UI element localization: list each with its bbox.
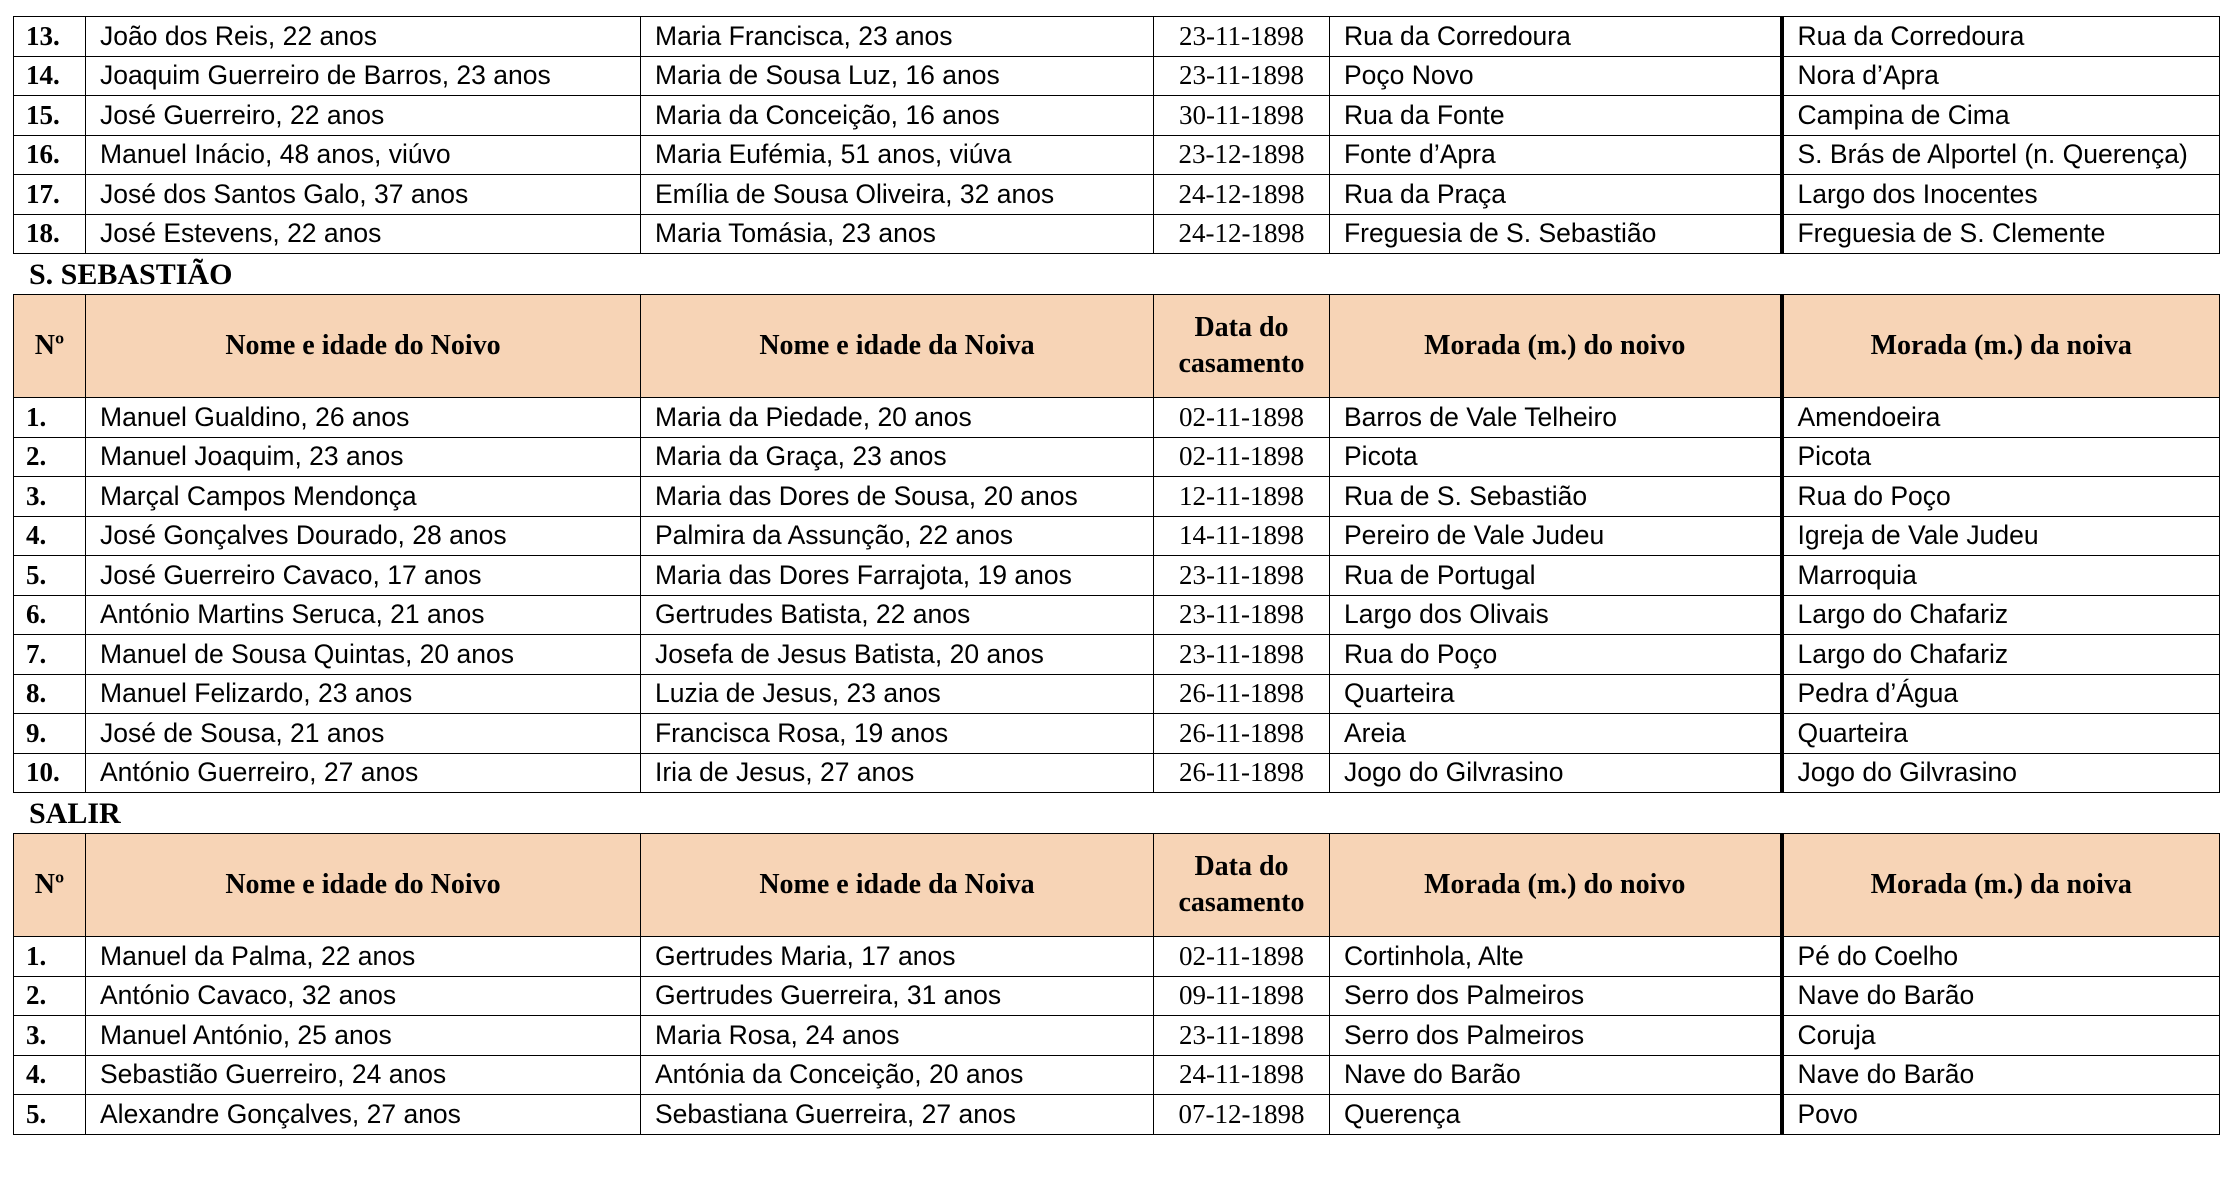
bride-name-age: Maria da Piedade, 20 anos xyxy=(641,398,1154,438)
groom-address: Serro dos Palmeiros xyxy=(1330,1016,1782,1056)
row-number: 3. xyxy=(14,1016,86,1056)
groom-address: Barros de Vale Telheiro xyxy=(1330,398,1782,438)
bride-address: Largo dos Inocentes xyxy=(1782,175,2220,215)
wedding-date: 07-12-1898 xyxy=(1154,1095,1330,1135)
header-bride-address: Morada (m.) da noiva xyxy=(1782,834,2220,937)
wedding-date: 02-11-1898 xyxy=(1154,437,1330,477)
groom-name-age: António Cavaco, 32 anos xyxy=(86,976,641,1016)
table-row xyxy=(14,753,2220,793)
table-row xyxy=(14,595,2220,635)
bride-address: Pé do Coelho xyxy=(1782,937,2220,977)
bride-name-age: Gertrudes Batista, 22 anos xyxy=(641,595,1154,635)
row-number: 9. xyxy=(14,714,86,754)
bride-name-age: Josefa de Jesus Batista, 20 anos xyxy=(641,635,1154,675)
row-number: 15. xyxy=(14,96,86,136)
bride-address: Igreja de Vale Judeu xyxy=(1782,516,2220,556)
groom-address: Nave do Barão xyxy=(1330,1055,1782,1095)
wedding-date: 26-11-1898 xyxy=(1154,674,1330,714)
table-body xyxy=(14,398,2220,793)
bride-name-age: Antónia da Conceição, 20 anos xyxy=(641,1055,1154,1095)
bride-name-age: Maria das Dores Farrajota, 19 anos xyxy=(641,556,1154,596)
wedding-date: 26-11-1898 xyxy=(1154,714,1330,754)
table-row xyxy=(14,175,2220,215)
row-number: 8. xyxy=(14,674,86,714)
groom-name-age: Manuel de Sousa Quintas, 20 anos xyxy=(86,635,641,675)
header-no: Nº xyxy=(14,834,86,937)
wedding-date: 23-11-1898 xyxy=(1154,1016,1330,1056)
table-row xyxy=(14,17,2220,57)
groom-name-age: Sebastião Guerreiro, 24 anos xyxy=(86,1055,641,1095)
bride-name-age: Palmira da Assunção, 22 anos xyxy=(641,516,1154,556)
bride-address: S. Brás de Alportel (n. Querença) xyxy=(1782,135,2220,175)
groom-address: Querença xyxy=(1330,1095,1782,1135)
table-body xyxy=(14,937,2220,1135)
groom-name-age: José Gonçalves Dourado, 28 anos xyxy=(86,516,641,556)
header-date xyxy=(1154,834,1330,937)
groom-name-age: Manuel António, 25 anos xyxy=(86,1016,641,1056)
bride-address: Largo do Chafariz xyxy=(1782,595,2220,635)
wedding-date: 24-11-1898 xyxy=(1154,1055,1330,1095)
groom-address: Rua de Portugal xyxy=(1330,556,1782,596)
bride-address: Amendoeira xyxy=(1782,398,2220,438)
row-number: 10. xyxy=(14,753,86,793)
wedding-date: 26-11-1898 xyxy=(1154,753,1330,793)
header-groom-address: Morada (m.) do noivo xyxy=(1330,834,1782,937)
wedding-date: 23-11-1898 xyxy=(1154,595,1330,635)
table-row xyxy=(14,976,2220,1016)
wedding-date: 09-11-1898 xyxy=(1154,976,1330,1016)
header-date xyxy=(1154,295,1330,398)
groom-name-age: José Estevens, 22 anos xyxy=(86,214,641,254)
wedding-date: 23-12-1898 xyxy=(1154,135,1330,175)
wedding-date: 12-11-1898 xyxy=(1154,477,1330,517)
groom-name-age: José Guerreiro Cavaco, 17 anos xyxy=(86,556,641,596)
bride-address: Nora d’Apra xyxy=(1782,56,2220,96)
header-groom-address: Morada (m.) do noivo xyxy=(1330,295,1782,398)
wedding-date: 02-11-1898 xyxy=(1154,398,1330,438)
bride-address: Rua do Poço xyxy=(1782,477,2220,517)
groom-address: Poço Novo xyxy=(1330,56,1782,96)
groom-name-age: Joaquim Guerreiro de Barros, 23 anos xyxy=(86,56,641,96)
table-row xyxy=(14,516,2220,556)
table-row xyxy=(14,96,2220,136)
bride-name-age: Maria da Graça, 23 anos xyxy=(641,437,1154,477)
table-row xyxy=(14,398,2220,438)
table-row xyxy=(14,1055,2220,1095)
row-number: 5. xyxy=(14,1095,86,1135)
table-row xyxy=(14,556,2220,596)
groom-address: Rua da Corredoura xyxy=(1330,17,1782,57)
groom-name-age: Manuel Inácio, 48 anos, viúvo xyxy=(86,135,641,175)
header-groom: Nome e idade do Noivo xyxy=(86,834,641,937)
bride-address: Nave do Barão xyxy=(1782,1055,2220,1095)
table-row xyxy=(14,437,2220,477)
table-row xyxy=(14,135,2220,175)
groom-address: Quarteira xyxy=(1330,674,1782,714)
header-no: Nº xyxy=(14,295,86,398)
groom-name-age: João dos Reis, 22 anos xyxy=(86,17,641,57)
bride-name-age: Gertrudes Maria, 17 anos xyxy=(641,937,1154,977)
table-row xyxy=(14,635,2220,675)
header-date-line2: casamento xyxy=(1178,348,1305,379)
table-body xyxy=(14,17,2220,254)
groom-address: Rua de S. Sebastião xyxy=(1330,477,1782,517)
groom-address: Rua da Fonte xyxy=(1330,96,1782,136)
header-date-line1: Data do xyxy=(1194,851,1289,882)
bride-address: Picota xyxy=(1782,437,2220,477)
groom-name-age: António Guerreiro, 27 anos xyxy=(86,753,641,793)
bride-name-age: Maria Eufémia, 51 anos, viúva xyxy=(641,135,1154,175)
row-number: 16. xyxy=(14,135,86,175)
row-number: 2. xyxy=(14,437,86,477)
groom-address: Serro dos Palmeiros xyxy=(1330,976,1782,1016)
groom-address: Largo dos Olivais xyxy=(1330,595,1782,635)
bride-name-age: Luzia de Jesus, 23 anos xyxy=(641,674,1154,714)
table-row xyxy=(14,1016,2220,1056)
wedding-date: 24-12-1898 xyxy=(1154,214,1330,254)
table-row xyxy=(14,477,2220,517)
table-row xyxy=(14,214,2220,254)
bride-address: Freguesia de S. Clemente xyxy=(1782,214,2220,254)
bride-address: Marroquia xyxy=(1782,556,2220,596)
bride-name-age: Maria Tomásia, 23 anos xyxy=(641,214,1154,254)
section-title-sebastiao: S. SEBASTIÃO xyxy=(29,258,233,291)
groom-name-age: Alexandre Gonçalves, 27 anos xyxy=(86,1095,641,1135)
row-number: 7. xyxy=(14,635,86,675)
table-salir xyxy=(13,833,2220,1135)
groom-name-age: Manuel da Palma, 22 anos xyxy=(86,937,641,977)
row-number: 13. xyxy=(14,17,86,57)
groom-address: Freguesia de S. Sebastião xyxy=(1330,214,1782,254)
bride-address: Campina de Cima xyxy=(1782,96,2220,136)
wedding-date: 23-11-1898 xyxy=(1154,556,1330,596)
row-number: 3. xyxy=(14,477,86,517)
row-number: 14. xyxy=(14,56,86,96)
header-date-line1: Data do xyxy=(1194,312,1289,343)
groom-address: Jogo do Gilvrasino xyxy=(1330,753,1782,793)
table-header-row xyxy=(14,834,2220,937)
groom-name-age: José Guerreiro, 22 anos xyxy=(86,96,641,136)
groom-address: Rua da Praça xyxy=(1330,175,1782,215)
table-row xyxy=(14,714,2220,754)
wedding-date: 02-11-1898 xyxy=(1154,937,1330,977)
groom-address: Areia xyxy=(1330,714,1782,754)
groom-address: Fonte d’Apra xyxy=(1330,135,1782,175)
table-continuation xyxy=(13,16,2220,254)
header-bride: Nome e idade da Noiva xyxy=(641,834,1154,937)
bride-address: Povo xyxy=(1782,1095,2220,1135)
wedding-date: 23-11-1898 xyxy=(1154,635,1330,675)
bride-name-age: Sebastiana Guerreira, 27 anos xyxy=(641,1095,1154,1135)
bride-address: Quarteira xyxy=(1782,714,2220,754)
table-row xyxy=(14,56,2220,96)
row-number: 1. xyxy=(14,937,86,977)
bride-name-age: Maria Francisca, 23 anos xyxy=(641,17,1154,57)
wedding-date: 14-11-1898 xyxy=(1154,516,1330,556)
row-number: 18. xyxy=(14,214,86,254)
groom-name-age: Manuel Joaquim, 23 anos xyxy=(86,437,641,477)
groom-name-age: Manuel Gualdino, 26 anos xyxy=(86,398,641,438)
row-number: 4. xyxy=(14,1055,86,1095)
wedding-date: 23-11-1898 xyxy=(1154,56,1330,96)
section-title-salir: SALIR xyxy=(29,797,121,830)
bride-address: Jogo do Gilvrasino xyxy=(1782,753,2220,793)
groom-name-age: José dos Santos Galo, 37 anos xyxy=(86,175,641,215)
bride-name-age: Francisca Rosa, 19 anos xyxy=(641,714,1154,754)
row-number: 1. xyxy=(14,398,86,438)
table-header-row xyxy=(14,295,2220,398)
document-page xyxy=(13,16,2219,1135)
groom-address: Rua do Poço xyxy=(1330,635,1782,675)
table-row xyxy=(14,674,2220,714)
groom-address: Pereiro de Vale Judeu xyxy=(1330,516,1782,556)
table-row xyxy=(14,937,2220,977)
groom-name-age: José de Sousa, 21 anos xyxy=(86,714,641,754)
header-date-line2: casamento xyxy=(1178,887,1305,918)
bride-name-age: Maria de Sousa Luz, 16 anos xyxy=(641,56,1154,96)
bride-address: Rua da Corredoura xyxy=(1782,17,2220,57)
wedding-date: 24-12-1898 xyxy=(1154,175,1330,215)
bride-name-age: Maria Rosa, 24 anos xyxy=(641,1016,1154,1056)
wedding-date: 23-11-1898 xyxy=(1154,17,1330,57)
groom-name-age: Marçal Campos Mendonça xyxy=(86,477,641,517)
row-number: 5. xyxy=(14,556,86,596)
bride-address: Pedra d’Água xyxy=(1782,674,2220,714)
wedding-date: 30-11-1898 xyxy=(1154,96,1330,136)
groom-address: Picota xyxy=(1330,437,1782,477)
row-number: 17. xyxy=(14,175,86,215)
row-number: 6. xyxy=(14,595,86,635)
groom-address: Cortinhola, Alte xyxy=(1330,937,1782,977)
bride-name-age: Maria das Dores de Sousa, 20 anos xyxy=(641,477,1154,517)
row-number: 2. xyxy=(14,976,86,1016)
bride-name-age: Emília de Sousa Oliveira, 32 anos xyxy=(641,175,1154,215)
bride-name-age: Iria de Jesus, 27 anos xyxy=(641,753,1154,793)
groom-name-age: António Martins Seruca, 21 anos xyxy=(86,595,641,635)
groom-name-age: Manuel Felizardo, 23 anos xyxy=(86,674,641,714)
bride-name-age: Maria da Conceição, 16 anos xyxy=(641,96,1154,136)
bride-address: Largo do Chafariz xyxy=(1782,635,2220,675)
header-bride: Nome e idade da Noiva xyxy=(641,295,1154,398)
bride-address: Coruja xyxy=(1782,1016,2220,1056)
bride-address: Nave do Barão xyxy=(1782,976,2220,1016)
table-row xyxy=(14,1095,2220,1135)
header-groom: Nome e idade do Noivo xyxy=(86,295,641,398)
row-number: 4. xyxy=(14,516,86,556)
header-bride-address: Morada (m.) da noiva xyxy=(1782,295,2220,398)
table-sebastiao xyxy=(13,294,2220,793)
bride-name-age: Gertrudes Guerreira, 31 anos xyxy=(641,976,1154,1016)
